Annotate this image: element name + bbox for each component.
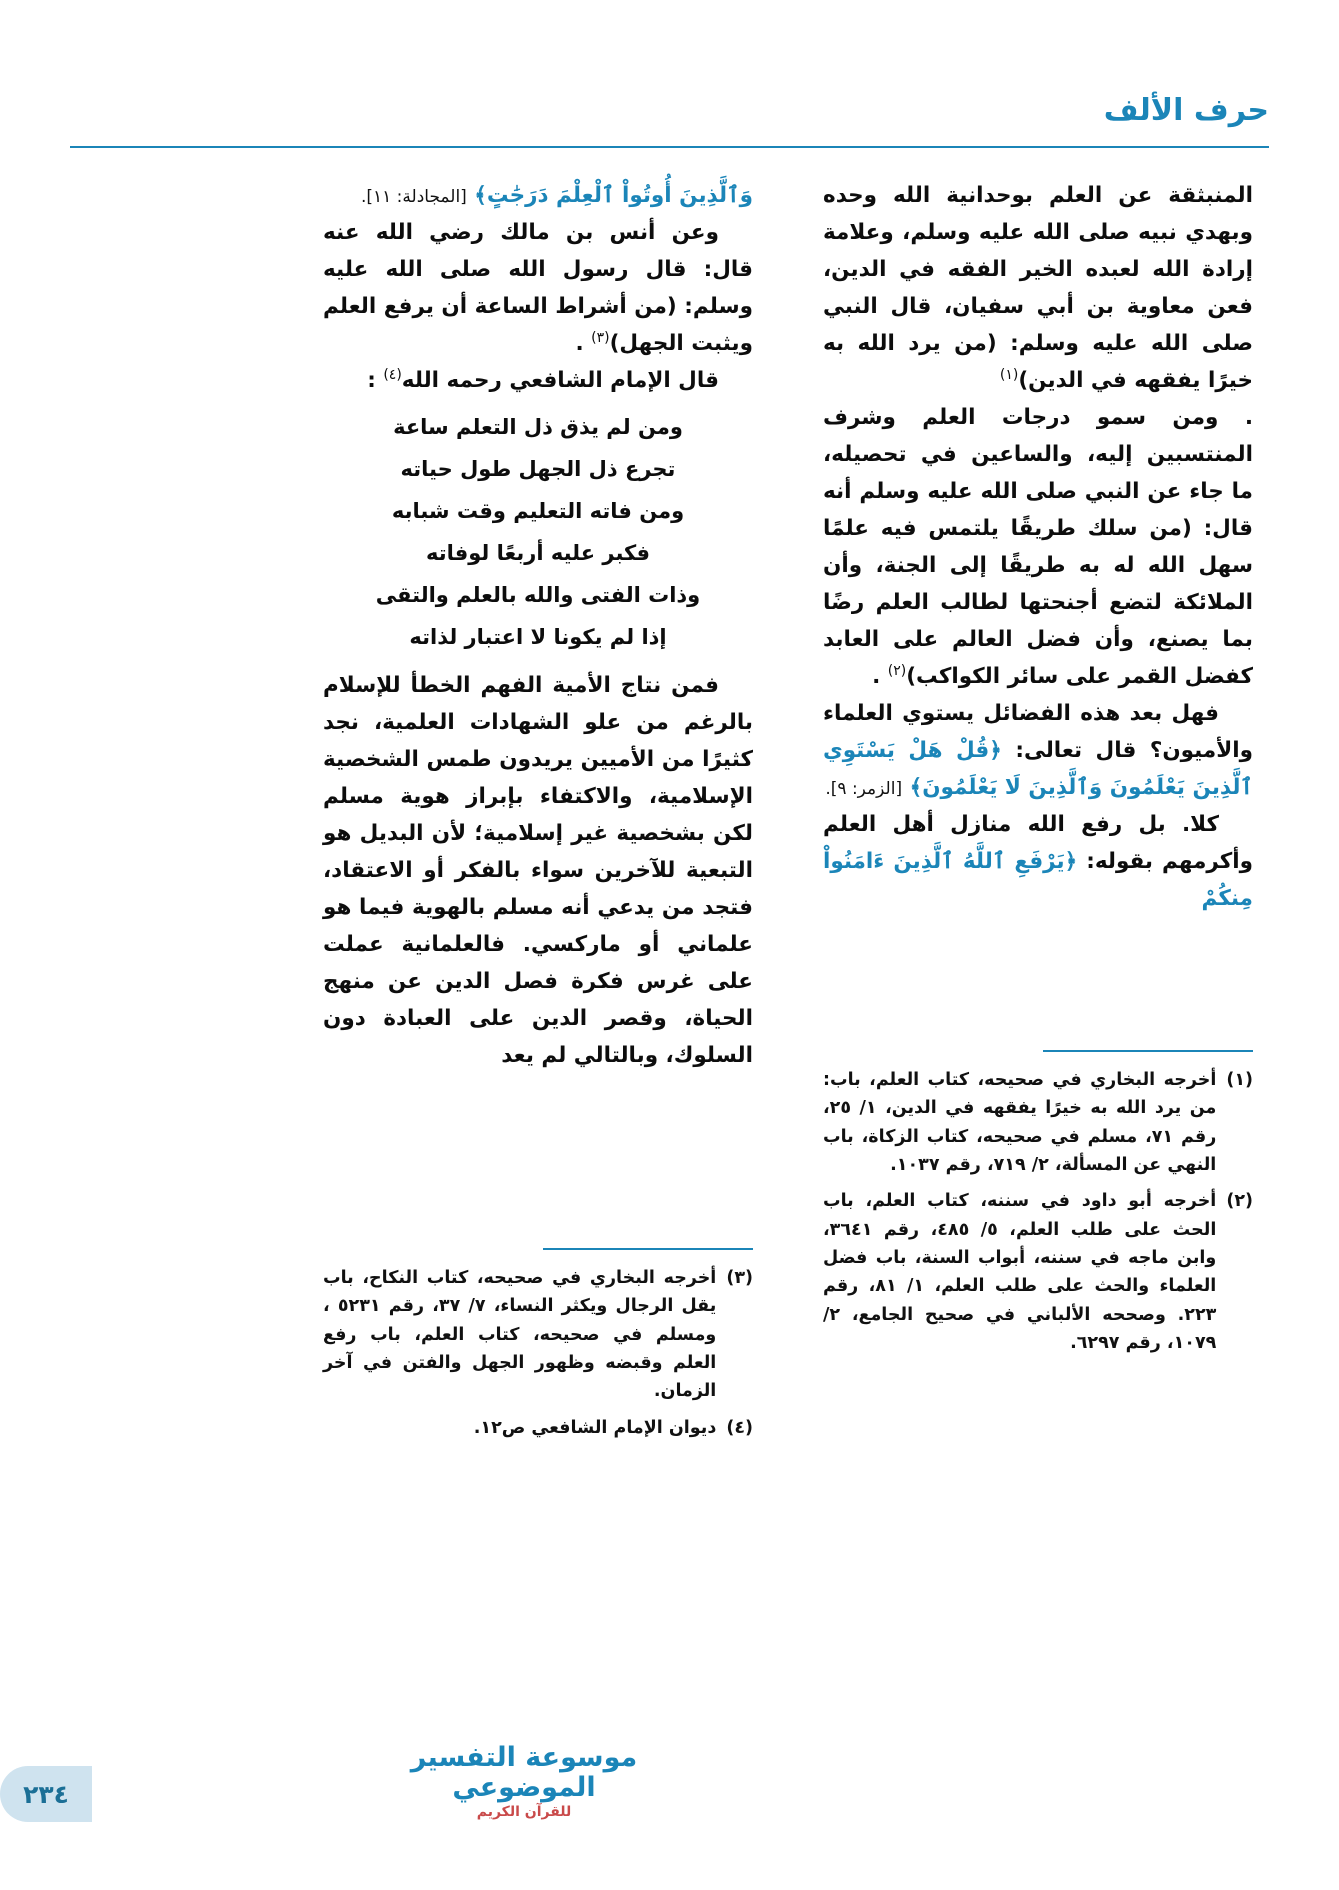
footnote-marker-3: (٣): [591, 329, 610, 346]
paragraph-right-3: [823, 696, 1253, 807]
poem-line-5: وذات الفتى والله بالعلم والتقى: [375, 583, 701, 608]
quran-verse-1: ﴿قُلْ هَلْ يَسْتَوِي ٱلَّذِينَ يَعْلَمُونَ وَٱلَّذِينَ لَا يَعْلَمُونَ﴾: [823, 737, 1253, 800]
main-text-column-left: [323, 178, 753, 1075]
footnote-text: أخرجه البخاري في صحيحه، كتاب العلم، باب: من يرد الله به خيرًا يفقهه في الدين، ١/ ٢٥، رقم ٧١، مسلم في صحيحه، كتاب الزكاة، باب النهي عن المسألة، ٢/ ٧١٩، رقم ١٠٣٧.: [823, 1070, 1217, 1176]
footnote-marker-4: (٤): [383, 367, 402, 383]
footnote-item: [323, 1264, 753, 1406]
paragraph-left-2-text: قال الإمام الشافعي رحمه الله: [401, 368, 719, 394]
footnote-number: (٤): [726, 1417, 753, 1438]
paragraph-right-2-text: . ومن سمو درجات العلم وشرف المنتسبين إليه، والساعين في تحصيله، ما جاء عن النبي صلى الله عليه وسلم أنه قال: (من سلك طريقًا يلتمس فيه علمًا سهل الله له به طريقًا إلى الجنة، وأن الملائكة لتضع أجنحتها لطالب العلم رضًا بما يصنع، وأن فضل العالم على العابد كفضل القمر على سائر الكواكب): [823, 404, 1253, 689]
footnotes-left: [323, 1248, 753, 1450]
footnote-item: [323, 1414, 753, 1442]
publisher-logo-main: موسوعة التفسير الموضوعي: [410, 1742, 638, 1803]
verse-continuation: [323, 178, 753, 215]
footnote-divider-right: [1043, 1050, 1253, 1052]
paragraph-right-1-text: المنبثقة عن العلم بوحدانية الله وحده وبهدي نبيه صلى الله عليه وسلم، وعلامة إرادة الله لعبده الخير الفقه في الدين، فعن معاوية بن أبي سفيان، قال النبي صلى الله عليه وسلم: (من يرد الله به خيرًا يفقهه في الدين): [823, 183, 1253, 393]
publisher-logo-sub: للقرآن الكريم: [476, 1803, 572, 1820]
footnote-text: ديوان الإمام الشافعي ص١٢.: [473, 1417, 717, 1438]
footnote-marker-1: (١): [999, 366, 1019, 383]
footnote-number: (١): [1226, 1070, 1253, 1090]
footnote-number: (٣): [726, 1268, 753, 1288]
footnote-item: [823, 1066, 1253, 1179]
paragraph-right-4-text: كلا. بل رفع الله منازل أهل العلم وأكرمهم بقوله:: [823, 811, 1253, 874]
page-header: [70, 93, 1269, 156]
main-text-column-right: [823, 178, 1253, 918]
footnote-number: (٢): [1226, 1191, 1253, 1212]
poem-block: [323, 406, 753, 658]
paragraph-left-1: وعن أنس بن مالك رضي الله عنه قال: قال رسول الله صلى الله عليه وسلم: (من أشراط الساعة أن يرفع العلم ويثبت الجهل)$^{(٣)}$ .: [323, 219, 753, 357]
paragraph-left-2: قال الإمام الشافعي رحمه الله$^{(٤)}$ :: [367, 367, 719, 394]
paragraph-right-2: . ومن سمو درجات العلم وشرف المنتسبين إليه، والساعين في تحصيله، ما جاء عن النبي صلى الله عليه وسلم أنه قال: (من سلك طريقًا يلتمس فيه علمًا سهل الله له به طريقًا إلى الجنة، وأن الملائكة لتضع أجنحتها لطالب العلم رضًا بما يصنع، وأن فضل العالم على العابد كفضل القمر على سائر الكواكب)$^{(٢)}$ .: [823, 404, 1253, 689]
header-divider: [70, 146, 1269, 148]
quran-verse-2-continued: وَٱلَّذِينَ أُوتُواْ ٱلْعِلْمَ دَرَجَٰتٍ﴾: [474, 183, 753, 208]
quran-verse-2-reference: [المجادلة: ١١].: [360, 187, 467, 207]
paragraph-left-1-text: وعن أنس بن مالك رضي الله عنه قال: قال رسول الله صلى الله عليه وسلم: (من أشراط الساعة أن يرفع العلم ويثبت الجهل): [323, 219, 753, 357]
paragraph-left-3: فمن نتاج الأمية الفهم الخطأ للإسلام بالرغم من علو الشهادات العلمية، نجد كثيرًا من الأميين يريدون طمس الشخصية الإسلامية، والاكتفاء بإبراز هوية مسلم لكن بشخصية غير إسلامية؛ لأن البديل هو التبعية للآخرين سواء بالفكر أو الاعتقاد، فتجد من يدعي أنه مسلم بالهوية فيما هو علماني أو ماركسي. فالعلمانية عملت على غرس فكرة فصل الدين عن منهج الحياة، وقصر الدين على العبادة دون السلوك، وبالتالي لم يعد: [323, 673, 753, 1068]
poem-line-4: فكبر عليه أربعًا لوفاته: [426, 541, 650, 566]
paragraph-right-4: [823, 807, 1253, 918]
paragraph-right-1: [823, 178, 1253, 400]
quran-verse-2: ﴿يَرْفَعِ ٱللَّهُ ٱلَّذِينَ ءَامَنُواْ مِنكُمْ: [823, 848, 1253, 911]
footnote-item: [823, 1187, 1253, 1357]
page-number-badge: ٢٣٤: [0, 1766, 92, 1822]
poem-line-6: إذا لم يكونا لا اعتبار لذاته: [409, 625, 667, 650]
footnote-divider-left: [543, 1248, 753, 1250]
page-footer: [0, 1720, 1339, 1830]
poem-line-3: ومن فاته التعليم وقت شبابه: [391, 499, 685, 524]
header-title: حرف الألف: [1103, 93, 1269, 128]
publisher-logo: [409, 1743, 639, 1820]
footnote-text: أخرجه أبو داود في سننه، كتاب العلم، باب الحث على طلب العلم، ٥/ ٤٨٥، رقم ٣٦٤١، وابن ماجه في سننه، أبواب السنة، باب فضل العلماء والحث على طلب العلم، ١/ ٨١، رقم ٢٢٣. وصححه الألباني في صحيح الجامع، ٢/ ١٠٧٩، رقم ٦٢٩٧.: [823, 1191, 1217, 1354]
footnotes-right: [823, 1050, 1253, 1365]
paragraph-right-3-text: فهل بعد هذه الفضائل يستوي العلماء والأميون؟ قال تعالى:: [823, 700, 1253, 763]
poem-line-2: تجرع ذل الجهل طول حياته: [400, 457, 676, 482]
footnote-marker-2: (٢): [887, 662, 907, 679]
poem-line-1: ومن لم يذق ذل التعلم ساعة: [393, 415, 683, 440]
quran-verse-1-reference: [الزمر: ٩].: [825, 778, 903, 799]
footnote-text: أخرجه البخاري في صحيحه، كتاب النكاح، باب يقل الرجال ويكثر النساء، ٧/ ٣٧، رقم ٥٢٣١ ، ومسلم في صحيحه، كتاب العلم، باب رفع العلم وقبضه وظهور الجهل والفتن في آخر الزمان.: [323, 1268, 717, 1402]
